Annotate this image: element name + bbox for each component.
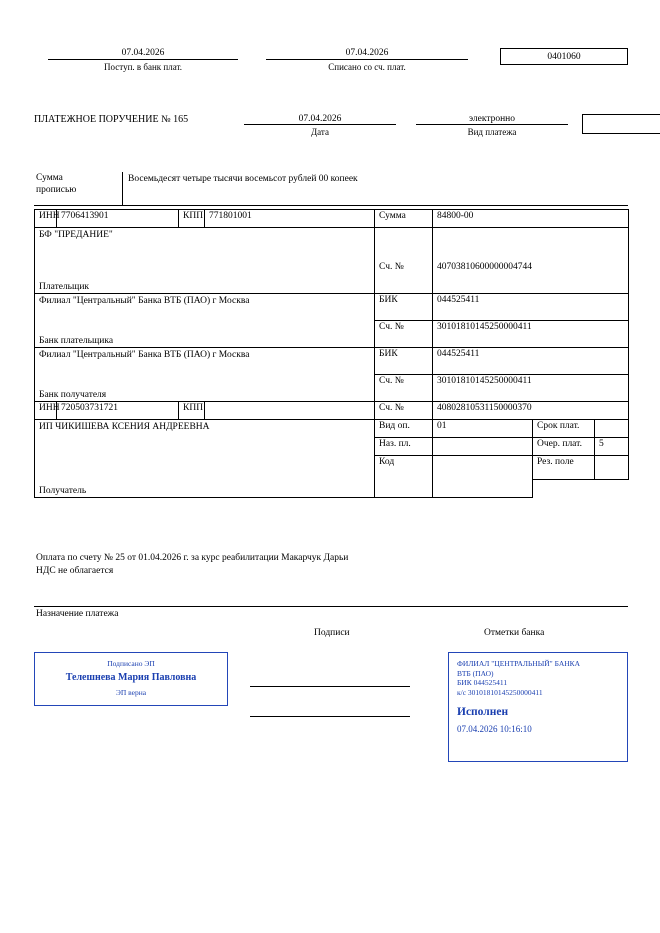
code-value — [433, 456, 533, 498]
payee-account-label: Сч. № — [375, 402, 433, 420]
payer-name: БФ "ПРЕДАНИЕ" — [39, 230, 113, 240]
amount-value: 84800-00 — [433, 210, 629, 228]
payer-account-value: 40703810600000004744 — [433, 261, 629, 294]
payment-purpose-code-label: Наз. пл. — [375, 438, 433, 456]
table-row — [35, 402, 629, 420]
payee-bank-caption: Банк получателя — [39, 390, 107, 400]
payer-bank-account-label: Сч. № — [375, 321, 433, 348]
bank-stamp-line1: ФИЛИАЛ "ЦЕНТРАЛЬНЫЙ" БАНКА — [457, 659, 581, 668]
payment-purpose-block — [34, 552, 628, 619]
payee-kpp-value — [205, 402, 375, 420]
table-row — [35, 294, 629, 321]
payer-bank-name: Филиал "Центральный" Банка ВТБ (ПАО) г Москва — [39, 296, 250, 306]
payer-name-cell — [35, 228, 375, 294]
signature-line-1 — [250, 686, 410, 687]
footer-captions — [34, 628, 628, 642]
received-date-block — [48, 48, 238, 72]
payment-purpose-line2: НДС не облагается — [36, 566, 114, 576]
written-off-date-block — [266, 48, 468, 72]
payee-bank-cell — [35, 348, 375, 402]
payer-kpp-label: КПП — [179, 210, 205, 228]
payment-purpose-code-value — [433, 438, 533, 456]
ep-stamp-signer: Телешнева Мария Павловна — [65, 672, 197, 683]
op-kind-label: Вид оп. — [375, 420, 433, 438]
priority-label: Очер. плат. — [533, 438, 595, 456]
amount-in-words-value: Восемьдесят четыре тысячи восемьсот рублей 00 копеек — [128, 174, 358, 184]
payee-bank-bic-label: БИК — [375, 348, 433, 375]
priority-value: 5 — [595, 438, 629, 456]
document-date-block — [244, 114, 396, 137]
payee-name: ИП ЧИКИШЕВА КСЕНИЯ АНДРЕЕВНА — [39, 422, 210, 432]
bank-stamp-line2: ВТБ (ПАО) — [457, 668, 494, 678]
payment-kind-block — [416, 114, 568, 137]
payment-purpose-line1: Оплата по счету № 25 от 01.04.2026 г. за курс реабилитации Макарчук Дарьи — [36, 553, 349, 563]
received-date-caption: Поступ. в банк плат. — [104, 62, 182, 72]
payee-inn-label: ИНН — [35, 402, 57, 420]
form-code-box: 0401060 — [500, 48, 628, 65]
bank-stamp-timestamp: 07.04.2026 10:16:10 — [457, 724, 532, 734]
amount-in-words-underline — [34, 205, 628, 206]
table-row — [35, 210, 629, 228]
ep-stamp-line1: Подписано ЭП — [107, 659, 155, 668]
electronic-signature-stamp — [34, 652, 228, 706]
payee-inn-value: 720503731721 — [57, 402, 179, 420]
payment-details-table — [34, 209, 629, 498]
payer-caption: Плательщик — [39, 282, 90, 292]
table-row — [35, 348, 629, 375]
payer-inn-value: 7706413901 — [57, 210, 179, 228]
amount-in-words-label-line2: прописью — [36, 185, 77, 195]
bank-stamp-status: Исполнен — [457, 706, 509, 718]
payer-bank-account-value: 30101810145250000411 — [433, 321, 629, 348]
payer-account-value-spacer — [433, 228, 629, 261]
payment-kind-value: электронно — [468, 114, 516, 124]
document-date-caption: Дата — [311, 127, 329, 137]
written-off-date-caption: Списано со сч. плат. — [328, 62, 406, 72]
amount-label: Сумма — [375, 210, 433, 228]
written-off-date-value: 07.04.2026 — [345, 48, 389, 58]
payee-bank-account-value: 30101810145250000411 — [433, 375, 629, 402]
payer-bank-cell — [35, 294, 375, 348]
payer-bank-bic-value: 044525411 — [433, 294, 629, 321]
bank-stamp-corr-account: к/с 30101810145250000411 — [457, 687, 543, 697]
payee-account-value: 40802810531150000370 — [433, 402, 629, 420]
reserve-field-label: Рез. поле — [533, 456, 595, 480]
signature-line-2 — [250, 716, 410, 717]
payee-name-cell — [35, 420, 375, 498]
payee-kpp-label: КПП — [179, 402, 205, 420]
document-date-value: 07.04.2026 — [298, 114, 342, 124]
received-date-value: 07.04.2026 — [121, 48, 165, 58]
bank-marks-caption: Отметки банка — [484, 628, 545, 638]
payee-caption: Получатель — [39, 486, 87, 496]
payer-account-label-spacer — [375, 228, 433, 261]
payee-bank-name: Филиал "Центральный" Банка ВТБ (ПАО) г Москва — [39, 350, 250, 360]
payment-term-label: Срок плат. — [533, 420, 595, 438]
payer-account-label: Сч. № — [375, 261, 433, 294]
payee-bank-bic-value: 044525411 — [433, 348, 629, 375]
payment-term-value — [595, 420, 629, 438]
table-row — [35, 420, 629, 438]
code-label: Код — [375, 456, 433, 498]
amount-in-words-divider — [122, 172, 123, 206]
reserve-spacer-left — [533, 480, 595, 498]
amount-in-words-block — [34, 172, 628, 206]
bank-execution-stamp — [448, 652, 628, 762]
payer-bank-caption: Банк плательщика — [39, 336, 114, 346]
payer-kpp-value: 771801001 — [205, 210, 375, 228]
payment-purpose-caption: Назначение платежа — [36, 609, 119, 619]
payer-inn-label: ИНН — [35, 210, 57, 228]
op-kind-value: 01 — [433, 420, 533, 438]
payment-kind-caption: Вид платежа — [467, 127, 517, 137]
payer-bank-bic-label: БИК — [375, 294, 433, 321]
ep-stamp-line3: ЭП верна — [115, 688, 147, 697]
table-row — [35, 228, 629, 261]
reserve-spacer-right — [595, 480, 629, 498]
page-title: ПЛАТЕЖНОЕ ПОРУЧЕНИЕ № 165 — [34, 114, 189, 125]
amount-in-words-label-line1: Сумма — [36, 173, 63, 183]
payment-kind-box — [582, 114, 660, 134]
reserve-field-value — [595, 456, 629, 480]
amount-in-words-label — [36, 172, 116, 196]
payee-bank-account-label: Сч. № — [375, 375, 433, 402]
signatures-caption: Подписи — [314, 628, 350, 638]
bank-stamp-bic: БИК 044525411 — [457, 678, 508, 687]
